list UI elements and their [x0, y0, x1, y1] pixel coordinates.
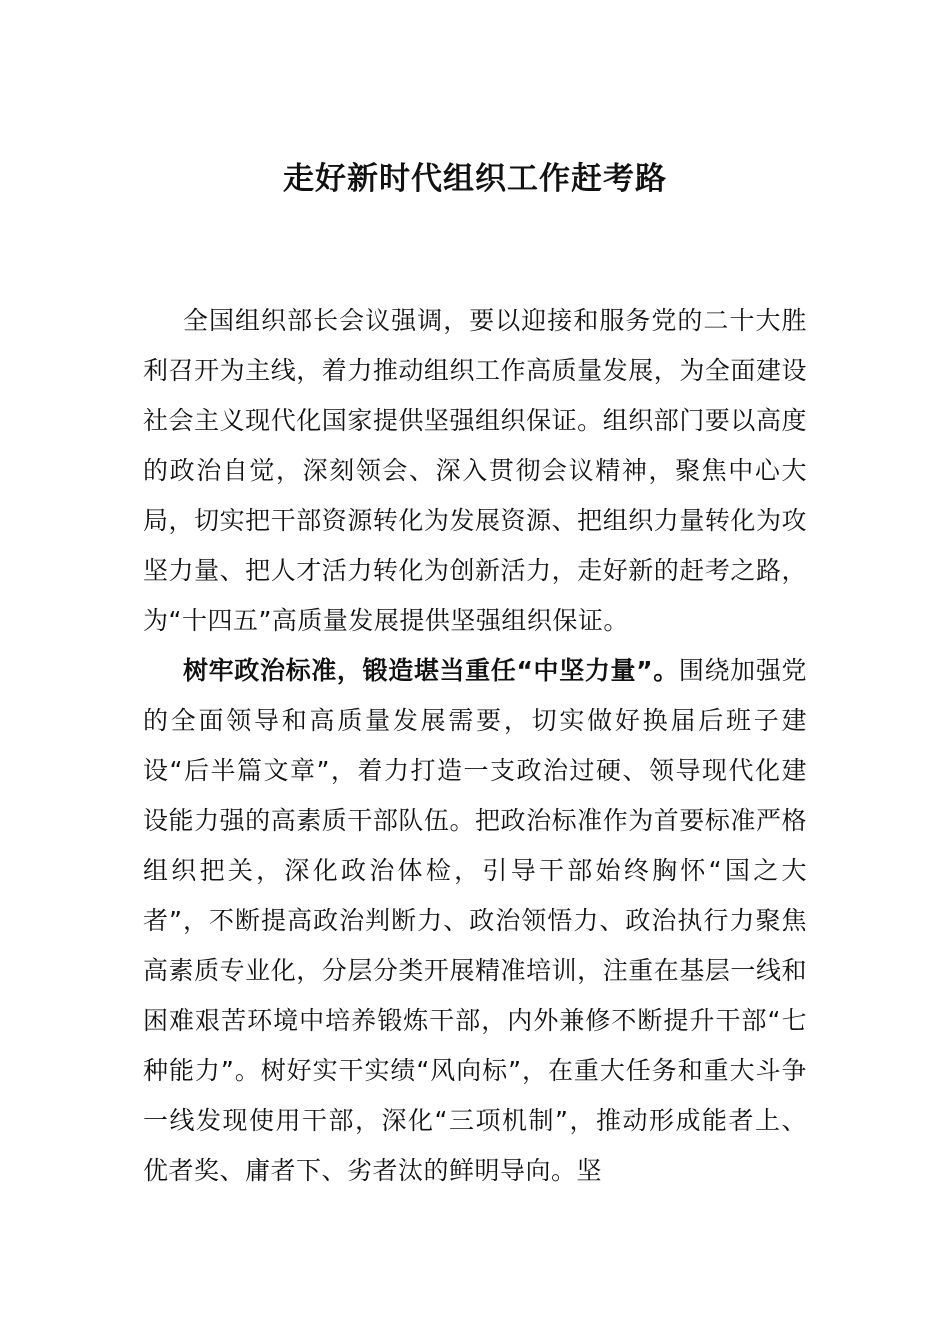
paragraph-text: 全国组织部长会议强调，要以迎接和服务党的二十大胜利召开为主线，着力推动组织工作高质量发展，为全面建设社会主义现代化国家提供坚强组织保证。组织部门要以高度的政治自觉，深刻领会、深入贯彻会议精神，聚焦中心大局，切实把干部资源转化为发展资源、把组织力量转化为攻坚力量、把人才活力转化为创新活力，走好新的赶考之路，为“十四五”高质量发展提供坚强组织保证。	[143, 306, 807, 635]
document-body	[143, 296, 807, 1196]
paragraph-intro	[143, 296, 807, 646]
paragraph-lead-heading: 树牢政治标准，锻造堪当重任“中坚力量”。	[183, 656, 679, 685]
paragraph-text: 围绕加强党的全面领导和高质量发展需要，切实做好换届后班子建设“后半篇文章”，着力打造一支政治过硬、领导现代化建设能力强的高素质干部队伍。把政治标准作为首要标准严格组织把关，深化政治体检，引导干部始终胸怀“国之大者”，不断提高政治判断力、政治领悟力、政治执行力聚焦高素质专业化，分层分类开展精准培训，注重在基层一线和困难艰苦环境中培养锻炼干部，内外兼修不断提升干部“七种能力”。树好实干实绩“风向标”，在重大任务和重大斗争一线发现使用干部，深化“三项机制”，推动形成能者上、优者奖、庸者下、劣者汰的鲜明导向。坚	[143, 656, 807, 1185]
paragraph-political-standard	[143, 646, 807, 1196]
document-title: 走好新时代组织工作赶考路	[283, 161, 667, 197]
